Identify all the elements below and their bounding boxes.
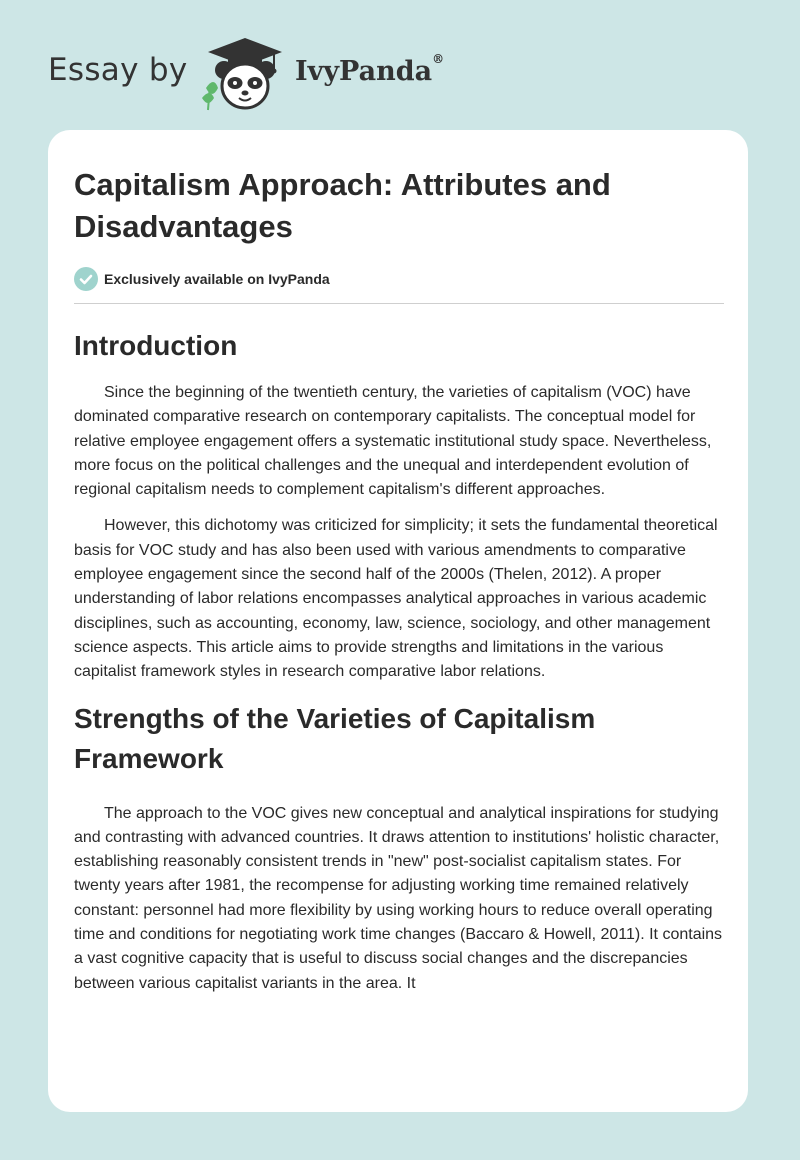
- essay-card: [48, 130, 748, 1112]
- paragraph: The approach to the VOC gives new conceptual and analytical inspirations for studying and contrasting with advanced countries. It draws attention to institutions' holistic character, establishing reasonably consistent trends in "new" post-socialist capitalism states. For twenty years after 1981, the recompense for adjusting working time remained relatively constant: personnel had more flexibility by using working hours to reduce overall operating time and conditions for negotiating work time changes (Baccaro & Howell, 2011). It contains a vast cognitive capacity that is useful to discuss social changes and the discrepancies between various capitalist variants in the area. It: [74, 804, 723, 992]
- essay-by-label: Essay by: [48, 52, 188, 88]
- check-circle-icon: [74, 267, 98, 291]
- site-header: [48, 36, 748, 112]
- exclusive-badge: [74, 265, 724, 293]
- panda-logo-icon[interactable]: [200, 36, 290, 112]
- paragraph: However, this dichotomy was criticized for simplicity; it sets the fundamental theoretical basis for VOC study and has also been used with various amendments to comparative employee engagement since the second half of the 2000s (Thelen, 2012). A proper understanding of labor relations encompasses analytical approaches in various academic disciplines, such as accounting, economy, law, science, sociology, and other management science aspects. This article aims to provide strengths and limitations in the various capitalist framework styles in research comparative labor relations.: [74, 517, 718, 681]
- brand-name[interactable]: IvyPanda®: [295, 52, 445, 87]
- divider: [74, 303, 724, 304]
- essay-content: [74, 164, 724, 996]
- paragraph: Since the beginning of the twentieth century, the varieties of capitalism (VOC) have dominated comparative research on contemporary capitalists. The conceptual model for relative employee engagement offers a systematic institutional study space. Nevertheless, more focus on the political challenges and the unequal and interdependent evolution of regional capitalism needs to complement capitalism's different approaches.: [74, 384, 712, 499]
- registered-mark: ®: [432, 52, 445, 66]
- exclusive-badge-label: Exclusively available on IvyPanda: [104, 271, 330, 287]
- section-heading-introduction: Introduction: [74, 330, 238, 361]
- page-title: Capitalism Approach: Attributes and Disadvantages: [74, 167, 611, 244]
- section-heading-strengths: Strengths of the Varieties of Capitalism Framework: [74, 702, 596, 774]
